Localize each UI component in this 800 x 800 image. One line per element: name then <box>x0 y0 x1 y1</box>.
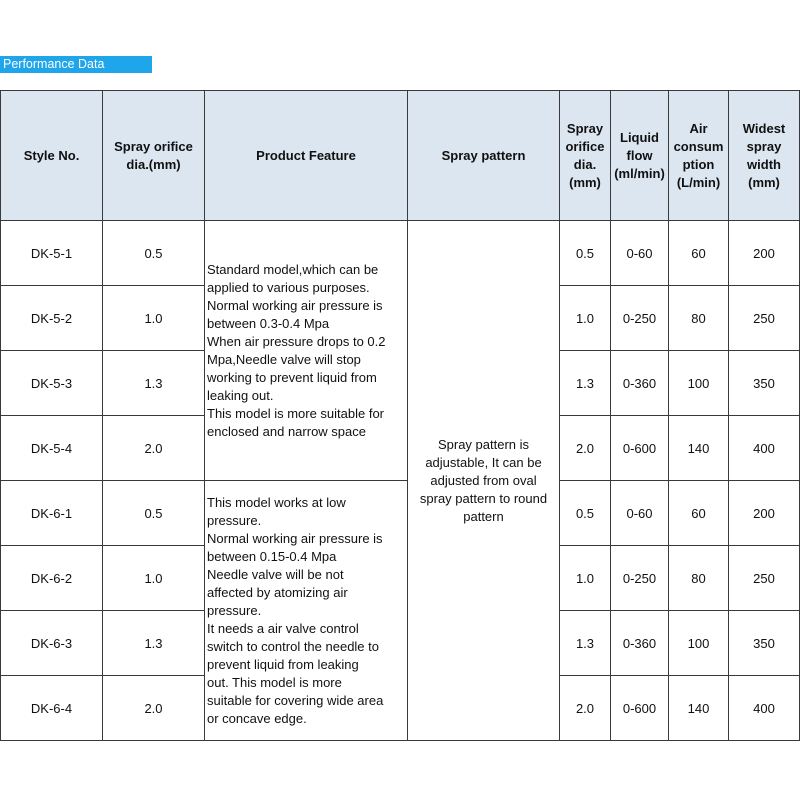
cell-style: DK-5-3 <box>1 351 103 416</box>
cell-liquid-flow: 0-60 <box>611 481 669 546</box>
cell-spray-width: 400 <box>729 676 800 741</box>
header-spray-width: Widest spray width (mm) <box>729 91 800 221</box>
cell-orifice: 1.0 <box>103 546 205 611</box>
cell-orifice-2: 1.0 <box>560 546 611 611</box>
cell-orifice-2: 2.0 <box>560 676 611 741</box>
header-style-no: Style No. <box>1 91 103 221</box>
cell-liquid-flow: 0-250 <box>611 546 669 611</box>
cell-liquid-flow: 0-360 <box>611 351 669 416</box>
cell-style: DK-5-2 <box>1 286 103 351</box>
cell-orifice: 1.3 <box>103 351 205 416</box>
cell-liquid-flow: 0-360 <box>611 611 669 676</box>
cell-spray-width: 350 <box>729 351 800 416</box>
cell-style: DK-5-4 <box>1 416 103 481</box>
cell-spray-width: 200 <box>729 481 800 546</box>
cell-style: DK-6-1 <box>1 481 103 546</box>
cell-orifice: 1.3 <box>103 611 205 676</box>
cell-spray-width: 250 <box>729 286 800 351</box>
table-row <box>1 481 800 546</box>
cell-orifice: 2.0 <box>103 676 205 741</box>
cell-orifice: 0.5 <box>103 481 205 546</box>
cell-orifice: 2.0 <box>103 416 205 481</box>
feature-dk6: This model works at low pressure. Normal working air pressure is between 0.15-0.4 Mpa Needle valve will be not affected by atomizing air pressure. It needs a air valve control switch to control the needle to prevent liquid from leaking out. This model is more suitable for covering wide area or concave edge. <box>205 481 408 741</box>
table-header-row <box>1 91 800 221</box>
cell-liquid-flow: 0-600 <box>611 676 669 741</box>
header-orifice-dia: Spray orifice dia.(mm) <box>103 91 205 221</box>
header-orifice-dia-2: Spray orifice dia. (mm) <box>560 91 611 221</box>
header-air-consumption: Air consum ption (L/min) <box>669 91 729 221</box>
cell-spray-width: 200 <box>729 221 800 286</box>
cell-liquid-flow: 0-600 <box>611 416 669 481</box>
cell-orifice-2: 2.0 <box>560 416 611 481</box>
section-title: Performance Data <box>0 56 152 73</box>
cell-air-consumption: 80 <box>669 286 729 351</box>
cell-orifice-2: 0.5 <box>560 221 611 286</box>
cell-orifice-2: 1.3 <box>560 611 611 676</box>
header-liquid-flow: Liquid flow (ml/min) <box>611 91 669 221</box>
cell-style: DK-5-1 <box>1 221 103 286</box>
cell-style: DK-6-2 <box>1 546 103 611</box>
table-row <box>1 221 800 286</box>
cell-air-consumption: 80 <box>669 546 729 611</box>
cell-spray-width: 400 <box>729 416 800 481</box>
cell-liquid-flow: 0-250 <box>611 286 669 351</box>
spray-pattern-desc: Spray pattern is adjustable, It can be adjusted from oval spray pattern to round pattern <box>408 221 560 741</box>
cell-air-consumption: 100 <box>669 351 729 416</box>
cell-air-consumption: 60 <box>669 221 729 286</box>
cell-air-consumption: 140 <box>669 676 729 741</box>
cell-orifice: 0.5 <box>103 221 205 286</box>
feature-dk5: Standard model,which can be applied to various purposes. Normal working air pressure is between 0.3-0.4 Mpa When air pressure drops to 0.2 Mpa,Needle valve will stop working to prevent liquid from leaking out. This model is more suitable for enclosed and narrow space <box>205 221 408 481</box>
cell-orifice-2: 0.5 <box>560 481 611 546</box>
cell-orifice: 1.0 <box>103 286 205 351</box>
header-spray-pattern: Spray pattern <box>408 91 560 221</box>
cell-style: DK-6-3 <box>1 611 103 676</box>
cell-air-consumption: 60 <box>669 481 729 546</box>
header-product-feature: Product Feature <box>205 91 408 221</box>
cell-spray-width: 350 <box>729 611 800 676</box>
cell-orifice-2: 1.0 <box>560 286 611 351</box>
cell-liquid-flow: 0-60 <box>611 221 669 286</box>
cell-spray-width: 250 <box>729 546 800 611</box>
cell-air-consumption: 100 <box>669 611 729 676</box>
cell-style: DK-6-4 <box>1 676 103 741</box>
cell-orifice-2: 1.3 <box>560 351 611 416</box>
performance-table <box>0 90 800 741</box>
cell-air-consumption: 140 <box>669 416 729 481</box>
